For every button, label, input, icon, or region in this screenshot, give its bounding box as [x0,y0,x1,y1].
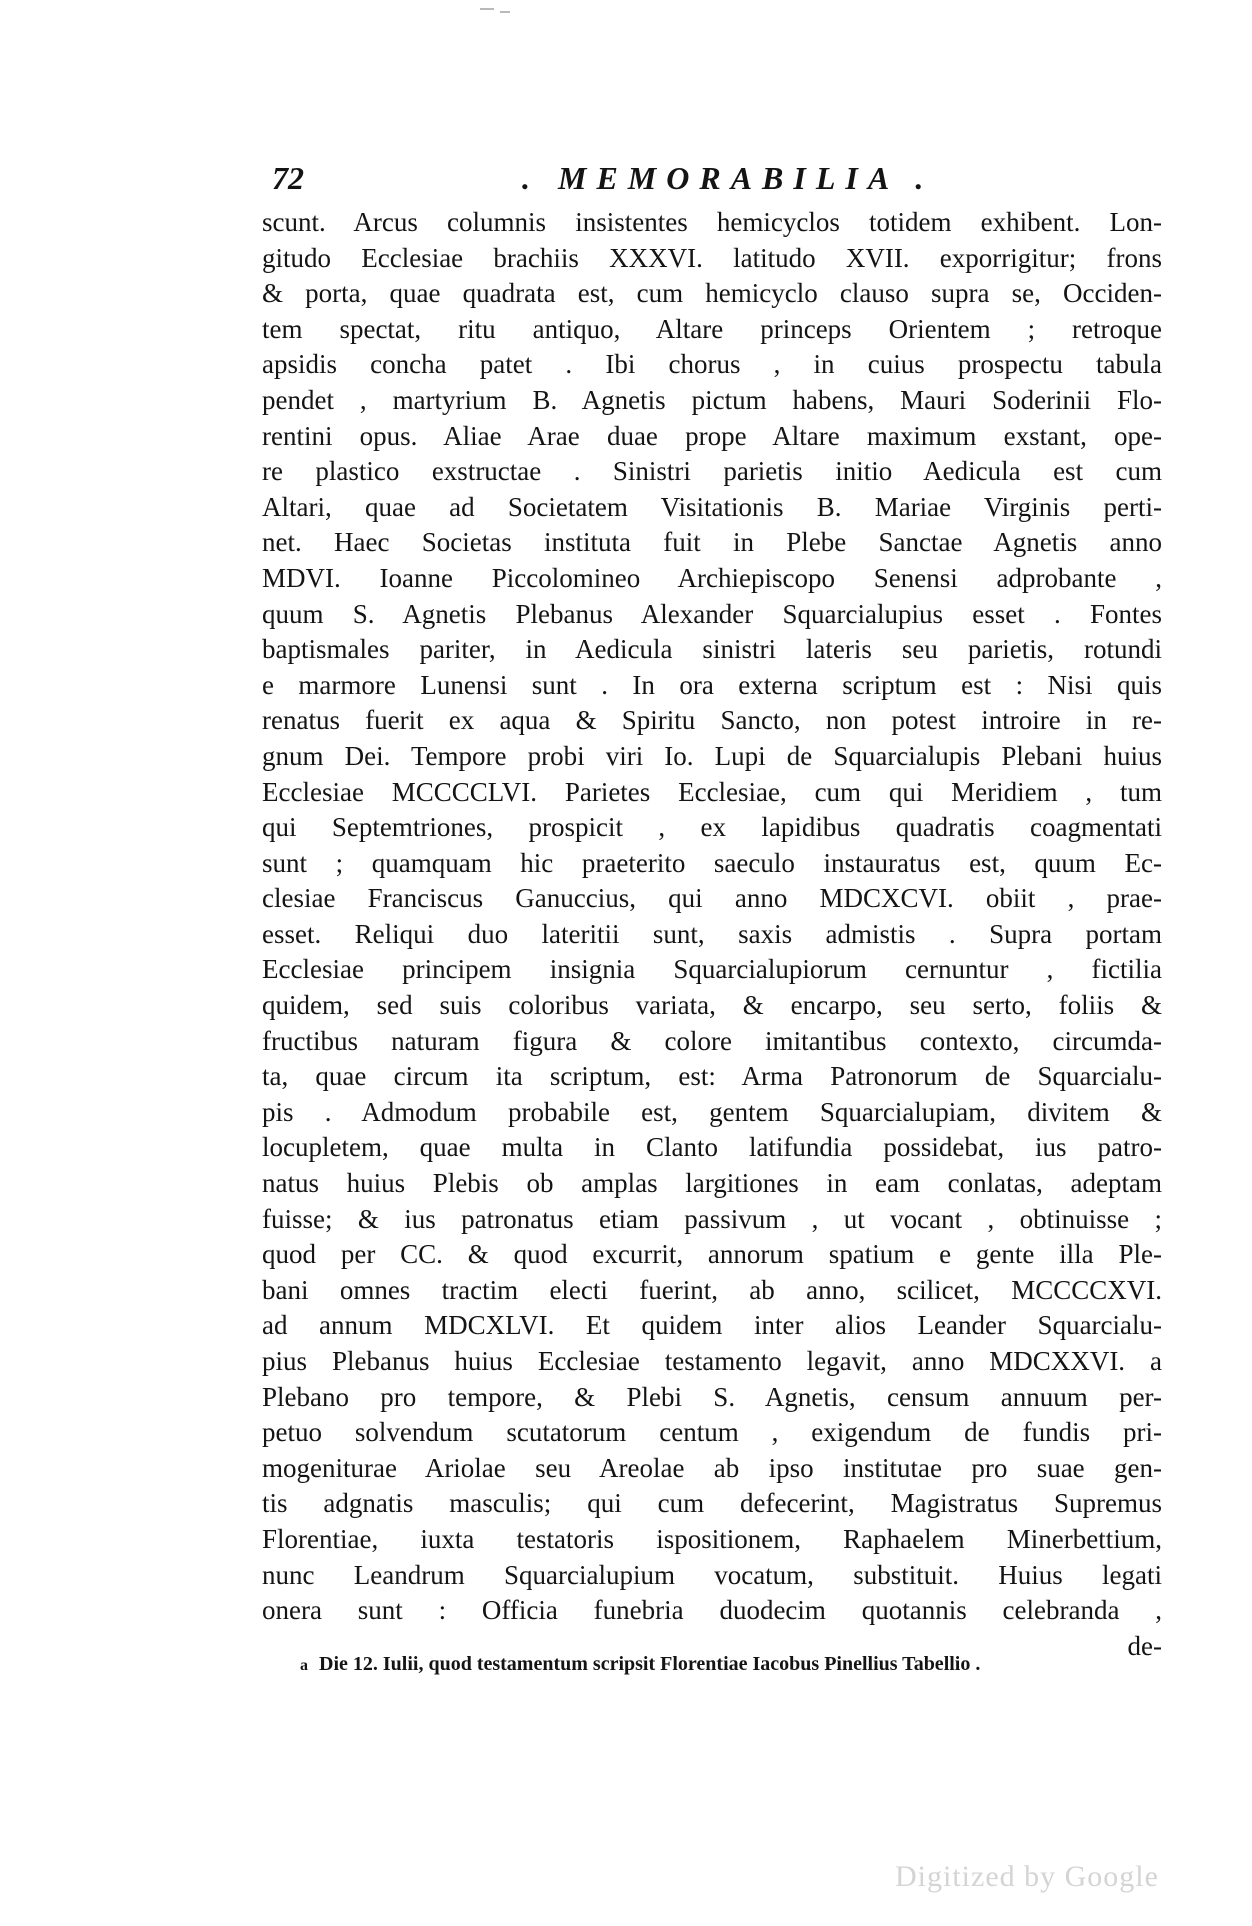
page-header [272,158,1092,198]
text-line: bani omnes tractim electi fuerint, ab anno, scilicet, MCCCCXVI. [262,1274,1162,1305]
text-line: quod per CC. & quod excurrit, annorum spatium e gente illa Ple- [262,1239,1162,1270]
text-line: onera sunt : Officia funebria duodecim quotannis celebranda , [262,1595,1162,1626]
text-line: scunt. Arcus columnis insistentes hemicyclos totidem exhibent. Lon- [262,207,1162,237]
text-line: apsidis concha patet . Ibi chorus , in cuius prospectu tabula [262,349,1162,380]
text-line: pendet , martyrium B. Agnetis pictum habens, Mauri Soderinii Flo- [262,384,1162,415]
text-line: mogeniturae Ariolae seu Areolae ab ipso institutae pro suae gen- [262,1452,1162,1483]
text-line: tis adgnatis masculis; qui cum defecerint, Magistratus Supremus [262,1488,1162,1519]
body-text [262,205,1162,1664]
text-line: MDVI. Ioanne Piccolomineo Archiepiscopo Senensi adprobante , [262,562,1162,593]
text-line: ad annum MDCXLVI. Et quidem inter alios Leander Squarcialu- [262,1310,1162,1341]
text-line: renatus fuerit ex aqua & Spiritu Sancto, non potest introire in re- [262,705,1162,736]
text-line: Ecclesiae principem insignia Squarcialupiorum cernuntur , fictilia [262,954,1162,985]
page-number: 72 [272,160,304,196]
text-line: fuisse; & ius patronatus etiam passivum , ut vocant , obtinuisse ; [262,1203,1162,1234]
text-line: e marmore Lunensi sunt . In ora externa scriptum est : Nisi quis [262,669,1162,700]
text-line: sunt ; quamquam hic praeterito saeculo instauratus est, quum Ec- [262,847,1162,878]
text-line: petuo solvendum scutatorum centum , exigendum de fundis pri- [262,1417,1162,1448]
footnote [300,1650,1170,1680]
text-line: re plastico exstructae . Sinistri parietis initio Aedicula est cum [262,456,1162,487]
text-line: net. Haec Societas instituta fuit in Plebe Sanctae Agnetis anno [262,527,1162,558]
digitization-watermark: Digitized by Google [895,1860,1159,1893]
running-head: . MEMORABILIA . [522,160,934,196]
text-line: gitudo Ecclesiae brachiis XXXVI. latitudo XVII. exporrigitur; frons [262,242,1162,273]
text-line: de- [1127,1630,1162,1661]
text-line: Plebano pro tempore, & Plebi S. Agnetis, censum annuum per- [262,1381,1162,1412]
text-line: pius Plebanus huius Ecclesiae testamento legavit, anno MDCXXVI. a [262,1346,1162,1376]
text-line: pis . Admodum probabile est, gentem Squarcialupiam, divitem & [262,1096,1162,1127]
text-line: Ecclesiae MCCCCLVI. Parietes Ecclesiae, cum qui Meridiem , tum [262,776,1162,807]
text-line: qui Septemtriones, prospicit , ex lapidibus quadratis coagmentati [262,812,1162,843]
text-line: rentini opus. Aliae Arae duae prope Altare maximum exstant, ope- [262,420,1162,451]
text-line: & porta, quae quadrata est, cum hemicyclo clauso supra se, Occiden- [262,278,1162,309]
footnote-mark: a [300,1657,308,1674]
text-line: quum S. Agnetis Plebanus Alexander Squarcialupius esset . Fontes [262,598,1162,629]
footnote-text: Die 12. Iulii, quod testamentum scripsit Florentiae Iacobus Pinellius Tabellio . [319,1653,981,1675]
scan-speck [480,8,520,14]
text-line: gnum Dei. Tempore probi viri Io. Lupi de Squarcialupis Plebani huius [262,740,1162,771]
text-line: locupletem, quae multa in Clanto latifundia possidebat, ius patro- [262,1132,1162,1163]
text-line: Florentiae, iuxta testatoris ispositionem, Raphaelem Minerbettium, [262,1523,1162,1554]
text-line: quidem, sed suis coloribus variata, & encarpo, seu serto, foliis & [262,990,1162,1021]
text-line: nunc Leandrum Squarcialupium vocatum, substituit. Huius legati [262,1559,1162,1590]
text-line: natus huius Plebis ob amplas largitiones in eam conlatas, adeptam [262,1168,1162,1199]
text-line: fructibus naturam figura & colore imitantibus contexto, circumda- [262,1025,1162,1056]
text-line: esset. Reliqui duo lateritii sunt, saxis admistis . Supra portam [262,918,1162,949]
text-line: baptismales pariter, in Aedicula sinistri lateris seu parietis, rotundi [262,634,1162,665]
text-line: Altari, quae ad Societatem Visitationis B. Mariae Virginis perti- [262,491,1162,522]
text-line: clesiae Franciscus Ganuccius, qui anno MDCXCVI. obiit , prae- [262,883,1162,914]
text-line: ta, quae circum ita scriptum, est: Arma Patronorum de Squarcialu- [262,1061,1162,1092]
text-line: tem spectat, ritu antiquo, Altare princeps Orientem ; retroque [262,313,1162,344]
